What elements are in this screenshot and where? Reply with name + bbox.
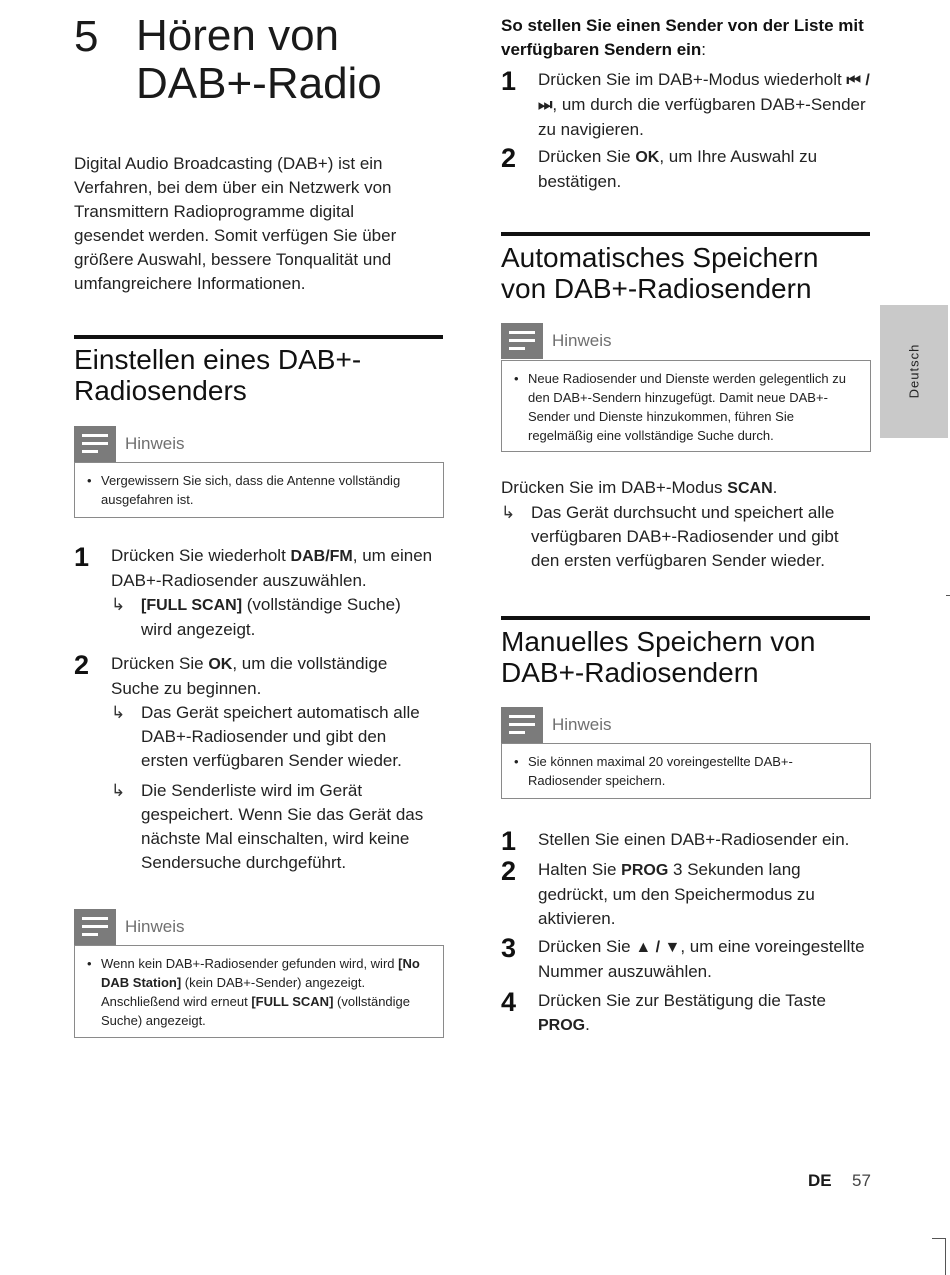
result-arrow-icon: ↳: [111, 595, 126, 614]
note-label: Hinweis: [125, 434, 185, 453]
note-icon: [501, 323, 543, 359]
result-text: Das Gerät speichert automatisch alle DAB+-Radiosender und gibt den ersten verfügbaren Sender wieder.: [141, 703, 420, 770]
language-side-tab: [880, 305, 948, 438]
note-icon: [74, 426, 116, 462]
step-result: [111, 779, 434, 875]
step-text: Stellen Sie einen DAB+-Radiosender ein.: [538, 830, 850, 849]
footer-language: DE: [808, 1171, 832, 1190]
step-result: [111, 593, 434, 642]
step-text: , um einen DAB+-Radiosender auszuwählen.: [111, 546, 433, 590]
key-label: OK: [208, 656, 233, 673]
step-number: 2: [74, 650, 90, 680]
key-label: DAB/FM: [290, 548, 353, 565]
note-label: Hinweis: [552, 715, 612, 734]
language-tab-label: Deutsch: [906, 343, 922, 399]
manual-step-1: [501, 828, 871, 854]
step-text: Drücken Sie: [111, 654, 209, 673]
key-label: [FULL SCAN]: [141, 597, 243, 614]
auto-instruction: Drücken Sie im DAB+-Modus SCAN. ↳ Das Gerät durchsucht und speichert alle verfügbaren DAB+-Radiosender und gibt den ersten verfügbaren Sender wieder.: [501, 476, 871, 573]
result-text: (vollständige Suche) wird angezeigt.: [141, 595, 401, 639]
result-arrow-icon: ↳: [111, 703, 126, 722]
step-result: [111, 701, 434, 773]
result-arrow-icon: ↳: [501, 503, 516, 522]
key-label: OK: [635, 149, 660, 166]
step-text: Drücken Sie wiederholt: [111, 546, 291, 565]
key-label: PROG: [621, 862, 669, 879]
note-box: • Wenn kein DAB+-Radiosender gefunden wird, wird [No DAB Station] (kein DAB+-Sender) angezeigt. Anschließend wird erneut [FULL SCAN] (vollständige Suche) angezeigt.: [74, 945, 444, 1038]
note-label: Hinweis: [125, 917, 185, 936]
prev-next-keys-icon: ⏮ / ⏭: [538, 72, 870, 114]
step-text: Drücken Sie im DAB+-Modus wiederholt: [538, 70, 847, 89]
manual-step-2: 2 Halten Sie PROG 3 Sekunden lang gedrückt, um den Speichermodus zu aktivieren.: [501, 858, 871, 931]
heading-tune: Einstellen eines DAB+-Radiosenders: [74, 344, 362, 406]
note-box: • Neue Radiosender und Dienste werden gelegentlich zu den DAB+-Sendern hinzugefügt. Damit neue DAB+-Sender und Dienste hinzukommen, führen Sie regelmäßig eine vollständige Suche durch.: [501, 360, 871, 452]
step-text: Drücken Sie: [538, 147, 636, 166]
crop-mark: [945, 1238, 946, 1275]
note-text: Neue Radiosender und Dienste werden gelegentlich zu den DAB+-Sendern hinzugefügt. Damit neue DAB+-Sender und Dienste hinzukommen, führen Sie regelmäßig eine vollständige Suche durch.: [528, 371, 846, 443]
chapter-title: Hören von DAB+-Radio: [136, 11, 382, 108]
note-text: Sie können maximal 20 voreingestellte DAB+-Radiosender speichern.: [528, 754, 793, 788]
manual-step-3: 3 Drücken Sie ▲ / ▼, um eine voreingestellte Nummer auszuwählen.: [501, 935, 871, 984]
note-header: [501, 707, 612, 743]
crop-mark: [946, 595, 950, 596]
result-arrow-icon: ↳: [111, 781, 126, 800]
result-text: Die Senderliste wird im Gerät gespeichert. Wenn Sie das Gerät das nächste Mal einschalten, wird keine Sendersuche durchgeführt.: [141, 781, 424, 872]
list-step-1: [501, 68, 871, 142]
heading-manual: Manuelles Speichern von DAB+-Radiosendern: [501, 626, 816, 688]
section-rule: [501, 232, 870, 236]
note-icon: [74, 909, 116, 945]
step-result: [501, 501, 871, 573]
intro-paragraph: Digital Audio Broadcasting (DAB+) ist ein Verfahren, bei dem über ein Netzwerk von Transmittern Radioprogramme digital gesendet werden. Somit verfügen Sie über größere Auswahl, bessere Tonqualität und umfangreichere Informationen.: [74, 154, 397, 293]
tune-step-1: [74, 544, 434, 642]
heading-list: So stellen Sie einen Sender von der Liste mit verfügbaren Sendern ein:: [501, 16, 864, 59]
note-label: Hinweis: [552, 331, 612, 350]
note-header: [501, 323, 612, 359]
step-number: 1: [501, 66, 517, 96]
heading-auto: Automatisches Speichern von DAB+-Radiosendern: [501, 242, 819, 304]
list-step-2: [501, 145, 871, 194]
note-icon: [501, 707, 543, 743]
step-number: 2: [501, 143, 517, 173]
result-text: Das Gerät durchsucht und speichert alle verfügbaren DAB+-Radiosender und gibt den ersten verfügbaren Sender wieder.: [531, 503, 839, 570]
step-number: 3: [501, 933, 517, 963]
step-text: , um die vollständige Suche zu beginnen.: [111, 654, 388, 698]
note-text: Wenn kein DAB+-Radiosender gefunden wird, wird [No DAB Station] (kein DAB+-Sender) angezeigt. Anschließend wird erneut [FULL SCAN] (vollständige Suche) angezeigt.: [101, 956, 420, 1028]
section-rule: [74, 335, 443, 339]
note-box: • Vergewissern Sie sich, dass die Antenne vollständig ausgefahren ist.: [74, 462, 444, 518]
chapter-number: 5: [74, 12, 99, 61]
step-number: 4: [501, 987, 517, 1017]
step-number: 1: [501, 826, 517, 856]
step-text: , um durch die verfügbaren DAB+-Sender zu navigieren.: [538, 95, 866, 139]
note-text: Vergewissern Sie sich, dass die Antenne vollständig ausgefahren ist.: [101, 473, 401, 507]
crop-mark: [932, 1238, 946, 1239]
up-down-keys-icon: ▲ / ▼: [635, 939, 681, 956]
key-label: PROG: [538, 1017, 586, 1034]
key-label: SCAN: [727, 480, 773, 497]
note-header: [74, 909, 185, 945]
manual-step-4: 4 Drücken Sie zur Bestätigung die Taste PROG.: [501, 989, 871, 1038]
tune-step-2: [74, 652, 434, 875]
page-number: 57: [852, 1171, 871, 1190]
section-rule: [501, 616, 870, 620]
step-number: 1: [74, 542, 90, 572]
note-box: • Sie können maximal 20 voreingestellte DAB+-Radiosender speichern.: [501, 743, 871, 799]
step-number: 2: [501, 856, 517, 886]
note-header: [74, 426, 185, 462]
step-text: , um Ihre Auswahl zu bestätigen.: [538, 147, 818, 191]
